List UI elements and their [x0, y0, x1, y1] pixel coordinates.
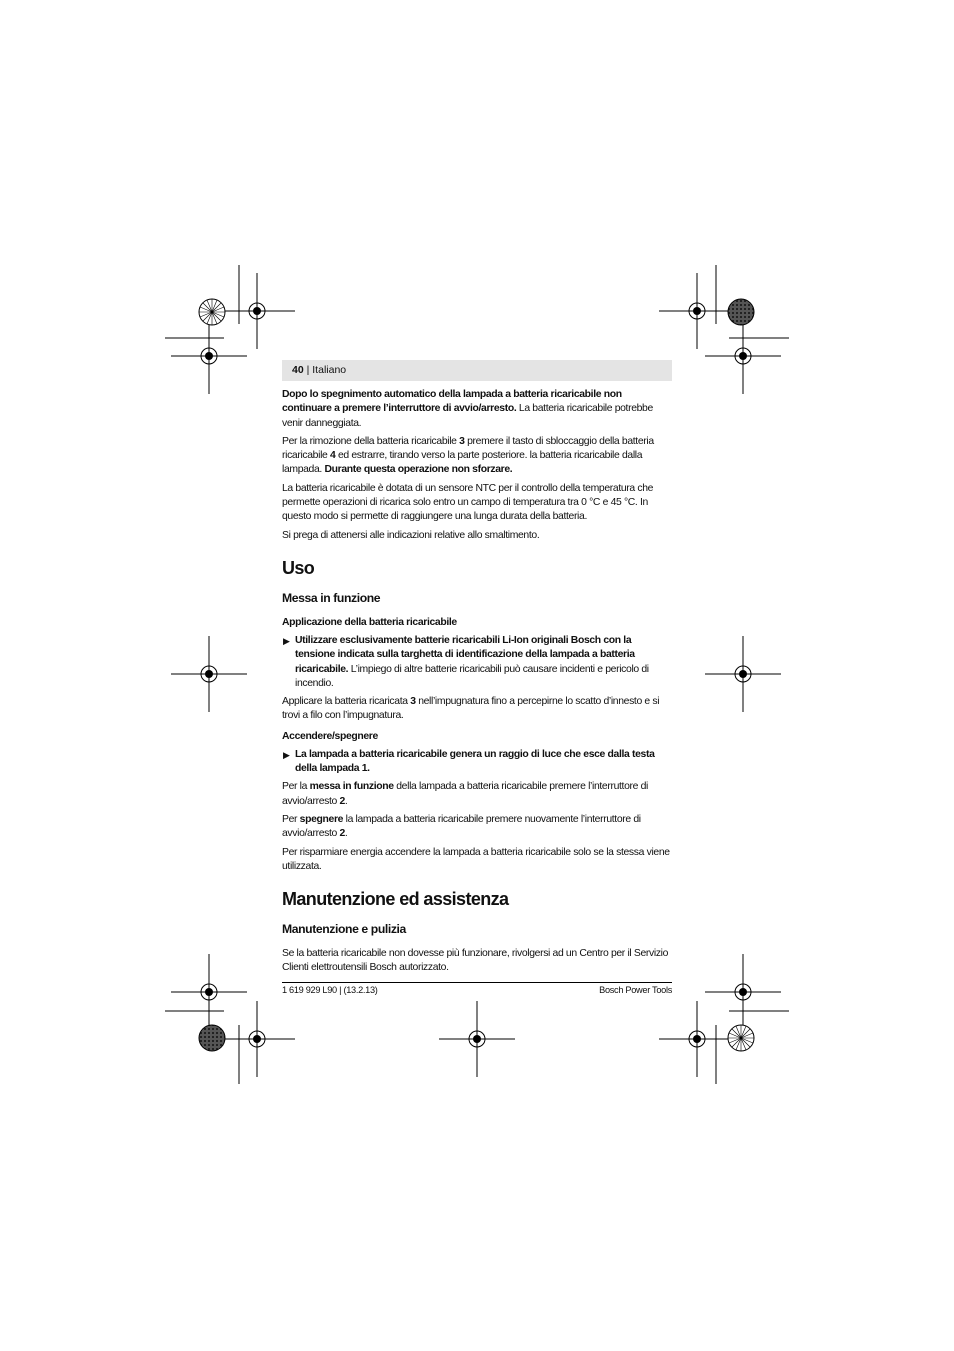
registration-mark-icon: [659, 273, 735, 349]
bullet-arrow-icon: ▶: [283, 749, 290, 760]
registration-mark-icon: [219, 1001, 295, 1077]
paragraph-apply-battery: Applicare la batteria ricaricata 3 nell’impugnatura fino a percepirne lo scatto d’innesto e si trovi a filo con l’impugnatura.: [282, 696, 660, 722]
section-title-uso: Uso: [282, 557, 315, 578]
page-number: 40: [292, 364, 304, 376]
paragraph-ntc-sensor: La batteria ricaricabile è dotata di un sensore NTC per il controllo della temperatura che permette operazioni di ricarica solo entro un campo di temperatura tra 0 °C e 45 °C. In questo modo si permette di raggiungere una lunga durata della batteria.: [282, 482, 654, 523]
registration-mark-icon: [171, 636, 247, 712]
page-header: [282, 360, 672, 381]
registration-mark-icon: [439, 1001, 515, 1077]
registration-mark-icon: [219, 273, 295, 349]
registration-mark-icon: [705, 318, 781, 394]
subsection-title-messa-in-funzione: Messa in funzione: [282, 590, 381, 605]
paragraph-battery-removal: Per la rimozione della batteria ricaricabile 3 premere il tasto di sbloccaggio della batteria ricaricabile 4 ed estrarre, tirando verso la parte posteriore. la batteria ricaricabile dalla lampada. Durante questa operazione non sforzare.: [282, 435, 654, 476]
registration-mark-icon: [171, 318, 247, 394]
starburst-rosette-icon: [728, 1025, 754, 1051]
paragraph-service: Se la batteria ricaricabile non dovesse più funzionare, rivolgersi ad un Centro per il Servizio Clienti elettroutensili Bosch autorizzato.: [282, 948, 669, 974]
subsection-title-manutenzione-pulizia: Manutenzione e pulizia: [282, 922, 406, 937]
paragraph-switch-on: Per la messa in funzione della lampada a batteria ricaricabile premere l’interruttore di avvio/arresto 2.: [282, 781, 648, 807]
header-separator: |: [306, 364, 310, 376]
paragraph-switch-off: Per spegnere la lampada a batteria ricaricabile premere nuovamente l’interruttore di avvio/arresto 2.: [282, 813, 641, 840]
registration-mark-icon: [659, 1001, 735, 1077]
gray-rosette-icon: [199, 1025, 225, 1051]
registration-mark-icon: [705, 636, 781, 712]
footer-brand: Bosch Power Tools: [599, 985, 672, 995]
paragraph-energy-saving: Per risparmiare energia accendere la lampada a batteria ricaricabile solo se la stessa viene utilizzata.: [282, 846, 670, 872]
starburst-rosette-icon: [199, 299, 225, 325]
section-title-manutenzione: Manutenzione ed assistenza: [282, 889, 509, 910]
paragraph-disposal: Si prega di attenersi alle indicazioni relative allo smaltimento.: [282, 529, 540, 541]
footer-divider: [282, 982, 672, 983]
paragraph-auto-off: Dopo lo spegnimento automatico della lampada a batteria ricaricabile non continuare a premere l’interruttore di avvio/arresto. La batteria ricaricabile potrebbe venir danneggiata.: [282, 389, 653, 429]
bullet-arrow-icon: ▶: [283, 635, 290, 646]
page-content: [282, 388, 673, 980]
header-language: Italiano: [312, 364, 347, 376]
registration-mark-icon: [171, 954, 247, 1030]
gray-rosette-icon: [728, 299, 754, 325]
bullet-original-batteries: ▶ Utilizzare esclusivamente batterie ricaricabili Li-Ion originali Bosch con la tensione indicata sulla targhetta di identificazione della lampada a batteria ricaricabile. L’impiego di altre batterie ricaricabili può causare incidenti e pericolo di incendio.: [283, 634, 649, 689]
registration-mark-icon: [705, 954, 781, 1030]
bullet-light-beam: ▶ La lampada a batteria ricaricabile genera un raggio di luce che esce dalla testa della lampada 1.: [283, 748, 655, 775]
heading-on-off: Accendere/spegnere: [282, 730, 378, 742]
heading-battery-application: Applicazione della batteria ricaricabile: [282, 616, 457, 628]
footer-doc-id: 1 619 929 L90 | (13.2.13): [282, 985, 378, 995]
